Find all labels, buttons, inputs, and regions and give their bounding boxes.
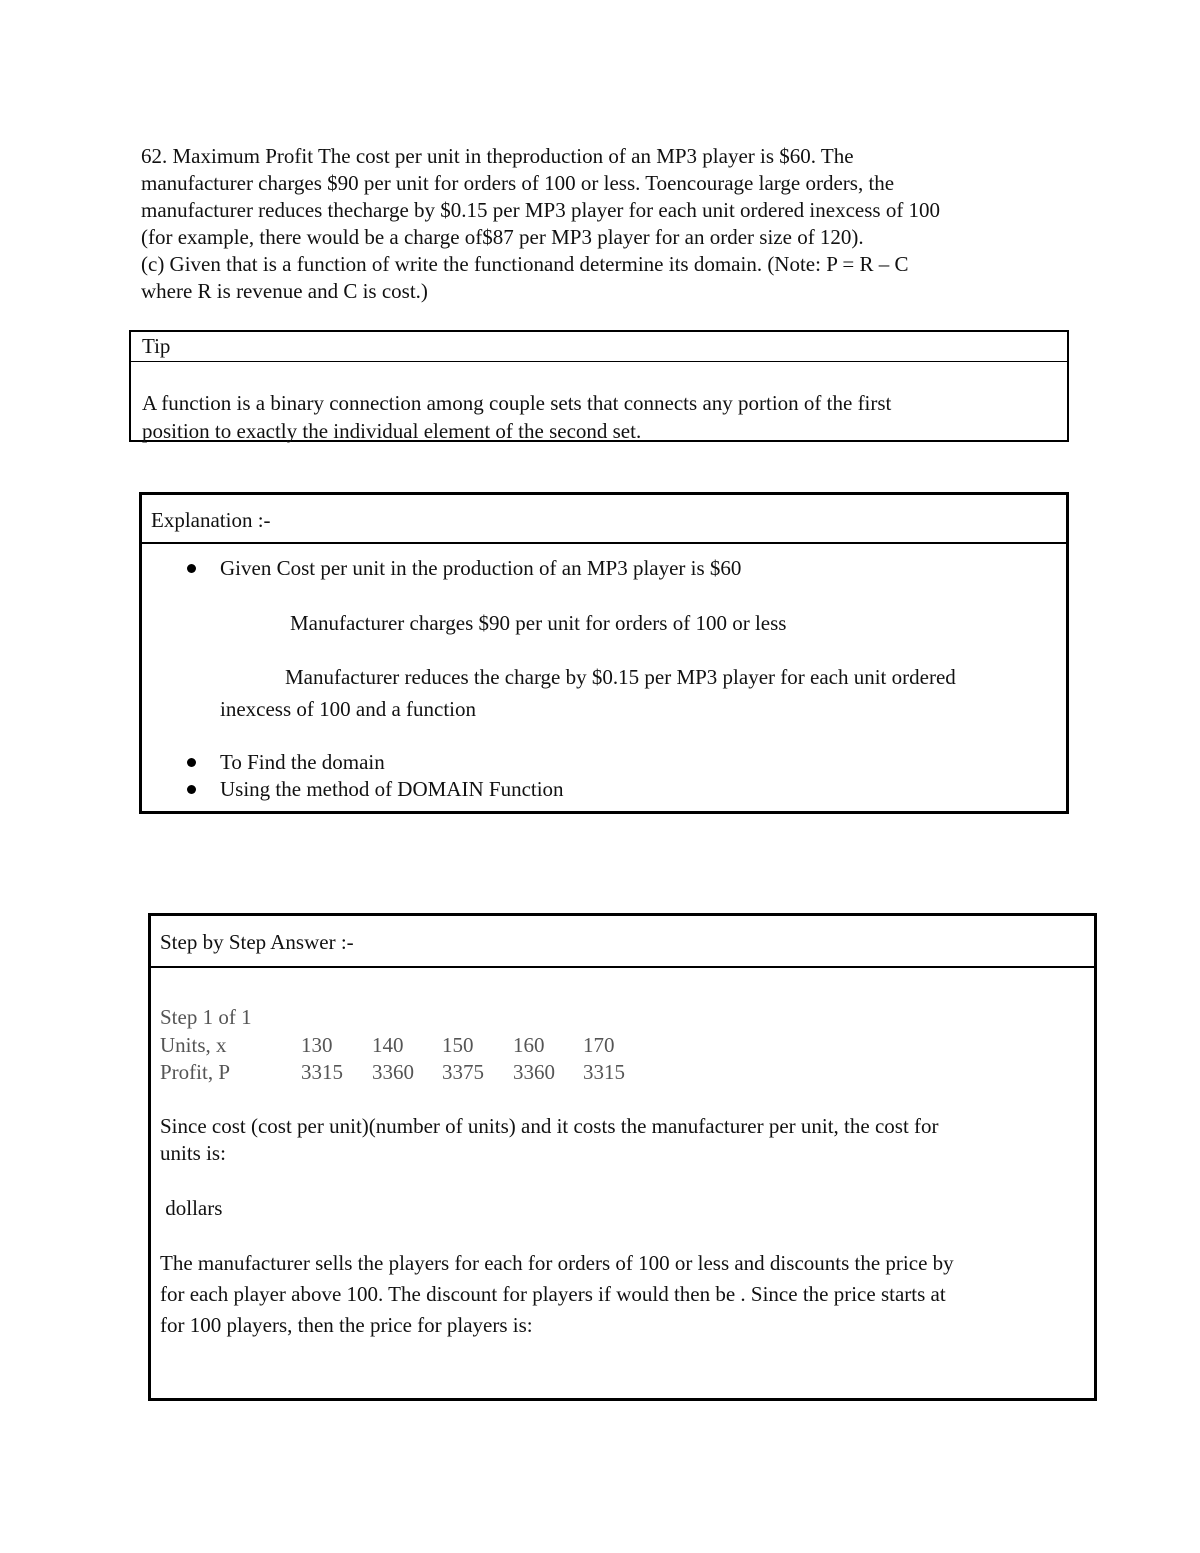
step-answer-title: Step by Step Answer :- [151,916,1094,968]
tip-line: A function is a binary connection among couple sets that connects any portion of the first [142,391,892,415]
table-cell: 130 [301,1033,333,1057]
paragraph-line: for 100 players, then the price for players is: [160,1313,533,1337]
question-line: where R is revenue and C is cost.) [141,279,428,303]
table-row-label: Units, x [160,1033,227,1057]
explanation-paragraph [160,1248,1065,1341]
bullet-icon [187,785,196,794]
tip-body [131,362,1067,445]
explanation-line: Manufacturer reduces the charge by $0.15 per MP3 player for each unit ordered [285,665,956,689]
question-line: (for example, there would be a charge of$87 per MP3 player for an order size of 120). [141,225,864,249]
bullet-icon [187,564,196,573]
dollars-text: dollars [160,1196,223,1220]
table-cell: 170 [583,1033,615,1057]
table-row-label: Profit, P [160,1060,231,1084]
table-cell: 3315 [301,1060,343,1084]
tip-title: Tip [131,332,1067,362]
bullet-text: Using the method of DOMAIN Function [220,777,564,801]
paragraph-line: for each player above 100. The discount for players if would then be . Since the price starts at [160,1282,946,1306]
table-cell: 3360 [372,1060,414,1084]
explanation-bullet [220,774,564,805]
paragraph-line: units is: [160,1141,226,1165]
paragraph-line: The manufacturer sells the players for each for orders of 100 or less and discounts the price by [160,1251,954,1275]
tip-box [129,330,1069,442]
paragraph-line: Since cost (cost per unit)(number of units) and it costs the manufacturer per unit, the cost for [160,1114,939,1138]
bullet-icon [187,758,196,767]
question-line: manufacturer charges $90 per unit for orders of 100 or less. Toencourage large orders, the [141,171,895,195]
explanation-bullet [220,553,741,584]
explanation-title: Explanation :- [142,495,1066,544]
explanation-line: inexcess of 100 and a function [220,697,477,721]
table-cell: 3315 [583,1060,625,1084]
question-line: manufacturer reduces thecharge by $0.15 per MP3 player for each unit ordered inexcess of 100 [141,198,941,222]
step-label: Step 1 of 1 [160,1005,252,1029]
bullet-text: Given Cost per unit in the production of an MP3 player is $60 [220,556,742,580]
question-line: (c) Given that is a function of write the functionand determine its domain. (Note: P = R – C [141,252,909,276]
explanation-box [139,492,1069,814]
tip-line: position to exactly the individual element of the second set. [142,419,642,443]
question-text [141,143,1061,305]
table-cell: 3375 [442,1060,484,1084]
explanation-line: Manufacturer charges $90 per unit for orders of 100 or less [290,611,787,635]
table-cell: 3360 [513,1060,555,1084]
table-cell: 140 [372,1033,404,1057]
question-line: 62. Maximum Profit The cost per unit in theproduction of an MP3 player is $60. The [141,144,854,168]
table-cell: 160 [513,1033,545,1057]
explanation-paragraph [160,1113,1065,1167]
table-cell: 150 [442,1033,474,1057]
step-answer-box [148,913,1097,1401]
bullet-text: To Find the domain [220,750,385,774]
